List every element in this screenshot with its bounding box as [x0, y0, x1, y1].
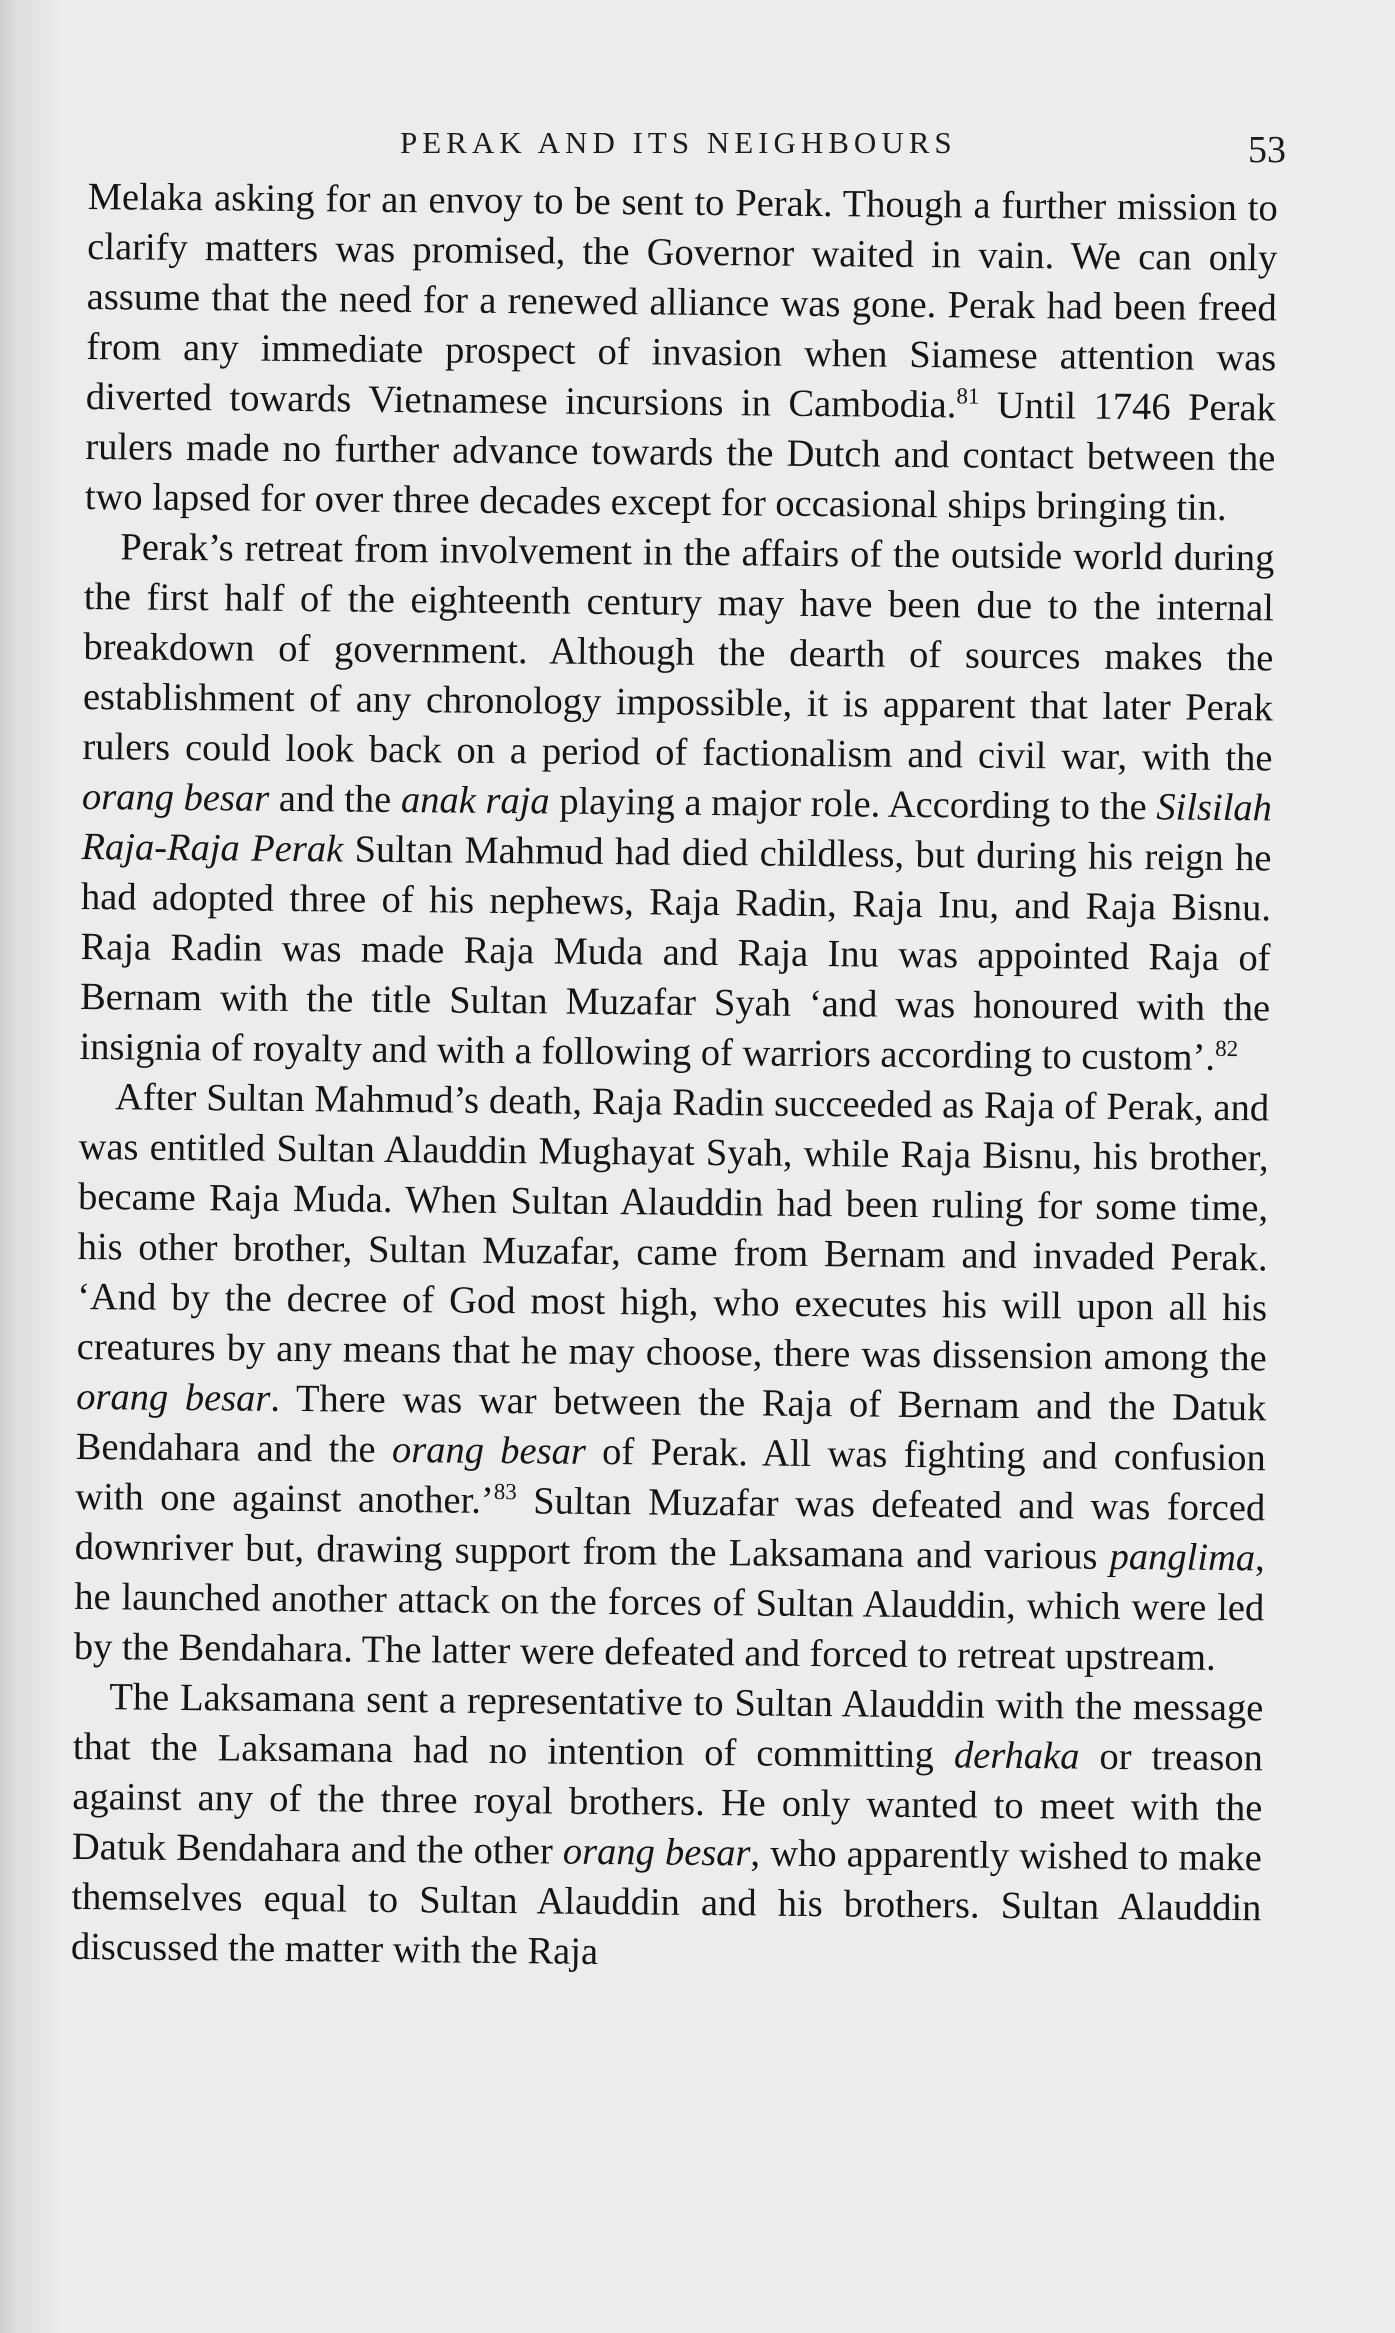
footnote-ref-83: 83: [493, 1478, 517, 1505]
footnote-ref-81: 81: [956, 383, 980, 409]
footnote-ref-82: 82: [1215, 1035, 1239, 1062]
paragraph-4: The Laksamana sent a representative to Sultan Alauddin with the message that the Laksamana had no intention of committing derhaka or treason against any of the three royal brothers. He only wanted to meet with the Datuk Bendahara and the other orang besar, who apparently wished to make themselves equal to Sultan Alauddin and his brothers. Sultan Alauddin discussed the matter with the Raja: [70, 1676, 1264, 1973]
page-number: 53: [1248, 129, 1286, 171]
paragraph-1: Melaka asking for an envoy to be sent to Perak. Though a further mission to clarify matters was promised, the Governor waited in vain. We can only assume that the need for a renewed alliance was gone. Perak had been freed from any immediate prospect of invasion when Siamese attention was diverted towards Vietnamese incursions in Cambodia.$^{81}$ Until 1746 Perak rulers made no further advance towards the Dutch and contact between the two lapsed for over three decades except for occasional ships bringing tin.: [84, 175, 1278, 529]
running-head: PERAK AND ITS NEIGHBOURS: [400, 125, 957, 160]
paragraph-3: After Sultan Mahmud’s death, Raja Radin succeeded as Raja of Perak, and was entitled Sultan Alauddin Mughayat Syah, while Raja Bisnu, his brother, became Raja Muda. When Sultan Alauddin had been ruling for some time, his other brother, Sultan Muzafar, came from Bernam and invaded Perak. ‘And by the decree of God most high, who executes his will upon all his creatures by any means that he may choose, there was dissension among the orang besar. There was war between the Raja of Bernam and the Datuk Bendahara and the orang besar of Perak. All was fighting and confusion with one against another.’$^{83}$ Sultan Muzafar was defeated and was forced downriver but, drawing support from the Laksamana and various panglima, he launched another attack on the forces of Sultan Alauddin, which were led by the Bendahara. The latter were defeated and forced to retreat upstream.: [73, 1076, 1270, 1679]
paragraph-2: Perak’s retreat from involvement in the affairs of the outside world during the first half of the eighteenth century may have been due to the internal breakdown of government. Although the dearth of sources makes the establishment of any chronology impossible, it is apparent that later Perak rulers could look back on a period of factionalism and civil war, with the orang besar and the anak raja playing a major role. According to the Silsilah Raja-Raja Perak Sultan Mahmud had died childless, but during his reign he had adopted three of his nephews, Raja Radin, Raja Inu, and Raja Bisnu. Raja Radin was made Raja Muda and Raja Inu was appointed Raja of Bernam with the title Sultan Muzafar Syah ‘and was honoured with the insignia of royalty and with a following of warriors according to custom’.$^{82}$: [79, 526, 1275, 1079]
body-text: [71, 172, 1278, 1983]
